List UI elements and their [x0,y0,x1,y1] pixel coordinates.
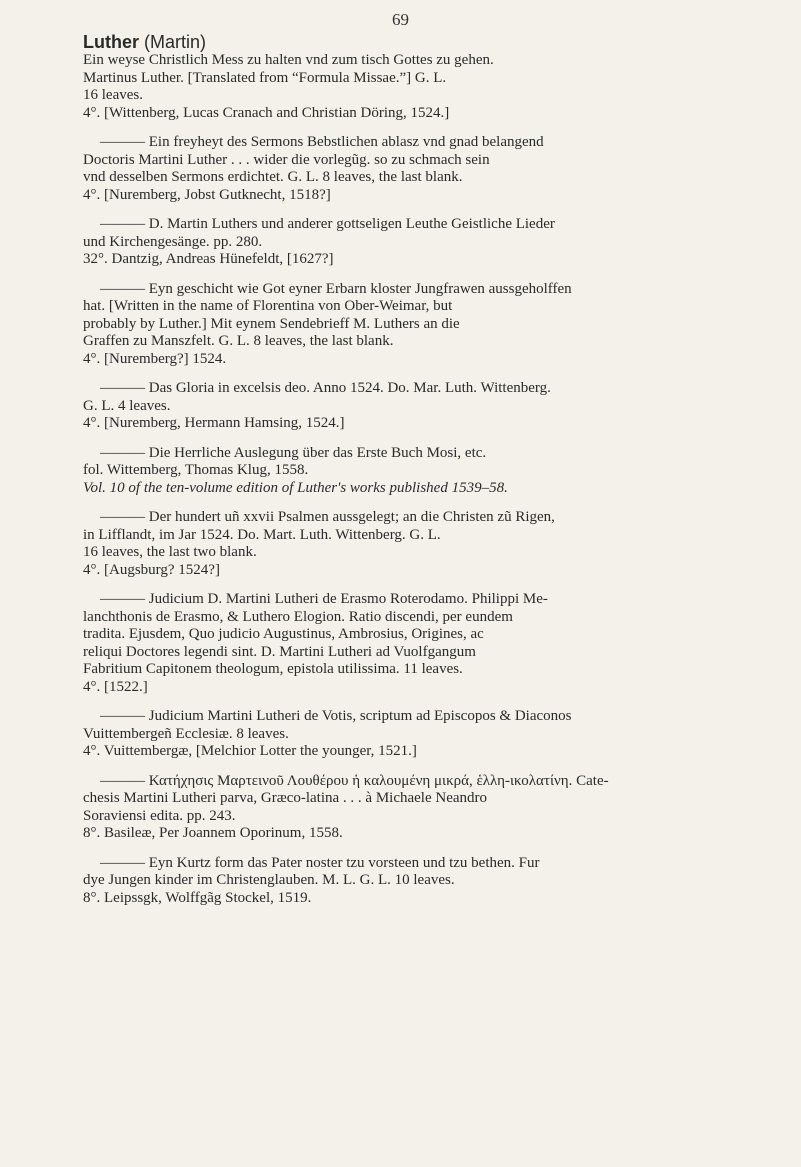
entry-line: lanchthonis de Erasmo, & Luthero Elogion. Ratio discendi, per eundem [83,608,513,625]
entry-line: dye Jungen kinder im Christenglauben. M. L. G. L. 10 leaves. [83,872,455,888]
catalogue-entry [83,509,733,579]
entry-imprint: 4°. [Nuremberg?] 1524. [83,350,227,367]
entry-imprint: 4°. Vuittembergæ, [Melchior Lotter the younger, 1521.] [83,743,417,759]
entry-line: chesis Martini Lutheri parva, Græco-latina . . . à Michaele Neandro [83,790,488,806]
catalogue-entry [83,708,733,761]
entry-line: ——— Κατήχησις Μαρτεινοῦ Λουθέρου ἡ καλουμένη μικρά, ἑλλη-ικολατίνη. Cate- [100,772,609,789]
entry-line: Soraviensi edita. pp. 243. [83,807,236,824]
catalogue-entry [83,52,733,122]
catalogue-entry [83,445,733,498]
author-surname: Luther [83,32,139,52]
entry-line: Ein weyse Christlich Mess zu halten vnd zum tisch Gottes zu gehen. [83,52,494,68]
entry-imprint: 4°. [Nuremberg, Hermann Hamsing, 1524.] [83,415,345,431]
entry-line: ——— Die Herrliche Auslegung über das Erste Buch Mosi, etc. [100,444,487,461]
entry-imprint: 4°. [1522.] [83,678,148,695]
entry-line: probably by Luther.] Mit eynem Sendebrieff M. Luthers an die [83,315,460,332]
entry-line: ——— Eyn geschicht wie Got eyner Erbarn kloster Jungfrawen aussgeholffen [100,280,572,297]
entry-line: Martinus Luther. [Translated from “Formula Missae.”] G. L. [83,69,447,86]
entry-note: Vol. 10 of the ten-volume edition of Luther's works published 1539–58. [83,479,508,496]
entry-imprint: 32°. Dantzig, Andreas Hünefeldt, [1627?] [83,251,334,267]
entry-imprint: 8°. Basileæ, Per Joannem Oporinum, 1558. [83,825,343,841]
entry-line: ——— Der hundert uñ xxvii Psalmen aussgelegt; an die Christen zũ Rigen, [100,509,555,525]
entry-line: Vuittembergeñ Ecclesiæ. 8 leaves. [83,725,289,742]
catalogue-entry [83,134,733,204]
entry-imprint: 4°. [Nuremberg, Jobst Gutknecht, 1518?] [83,186,331,203]
entry-line: 16 leaves. [83,87,143,103]
entry-imprint: 4°. [Augsburg? 1524?] [83,561,220,578]
entry-line: G. L. 4 leaves. [83,397,171,414]
entry-imprint: fol. Wittemberg, Thomas Klug, 1558. [83,462,309,478]
entry-line: 16 leaves, the last two blank. [83,544,257,560]
entry-line: tradita. Ejusdem, Quo judicio Augustinus, Ambrosius, Origines, ac [83,626,484,642]
entry-imprint: 4°. [Wittenberg, Lucas Cranach and Christian Döring, 1524.] [83,104,450,121]
entry-line: Fabritium Capitonem theologum, epistola utilissima. 11 leaves. [83,661,463,677]
catalogue-entry [83,380,733,433]
entry-line: ——— D. Martin Luthers und anderer gottseligen Leuthe Geistliche Lieder [100,216,555,232]
entry-line: und Kirchengesänge. pp. 280. [83,233,263,250]
catalogue-entry [83,216,733,269]
catalogue-entry [83,281,733,369]
author-heading [83,32,733,52]
entry-line: ——— Judicium D. Martini Lutheri de Erasmo Roterodamo. Philippi Me- [100,591,548,607]
entry-line: ——— Judicium Martini Lutheri de Votis, scriptum ad Episcopos & Diaconos [100,708,572,724]
entry-line: in Lifflandt, im Jar 1524. Do. Mart. Luth. Wittenberg. G. L. [83,526,441,543]
entry-line: ——— Ein freyheyt des Sermons Bebstlichen ablasz vnd gnad belangend [100,134,544,150]
entry-line: hat. [Written in the name of Florentina von Ober-Weimar, but [83,298,453,314]
author-forename: (Martin) [139,32,206,52]
entry-line: ——— Das Gloria in excelsis deo. Anno 1524. Do. Mar. Luth. Wittenberg. [100,380,551,396]
entry-line: Doctoris Martini Luther . . . wider die vorlegũg. so zu schmach sein [83,151,490,168]
entry-line: ——— Eyn Kurtz form das Pater noster tzu vorsteen und tzu bethen. Fur [100,854,540,871]
entry-line: Graffen zu Manszfelt. G. L. 8 leaves, the last blank. [83,333,394,349]
entry-line: vnd desselben Sermons erdichtet. G. L. 8 leaves, the last blank. [83,169,463,185]
catalogue-page [83,32,733,919]
page-number: 69 [392,10,409,29]
catalogue-entry [83,591,733,696]
entry-line: reliqui Doctores legendi sint. D. Martini Lutheri ad Vuolfgangum [83,643,476,660]
entry-imprint: 8°. Leipssgk, Wolffgãg Stockel, 1519. [83,889,312,906]
catalogue-entry [83,855,733,908]
catalogue-entry [83,773,733,843]
